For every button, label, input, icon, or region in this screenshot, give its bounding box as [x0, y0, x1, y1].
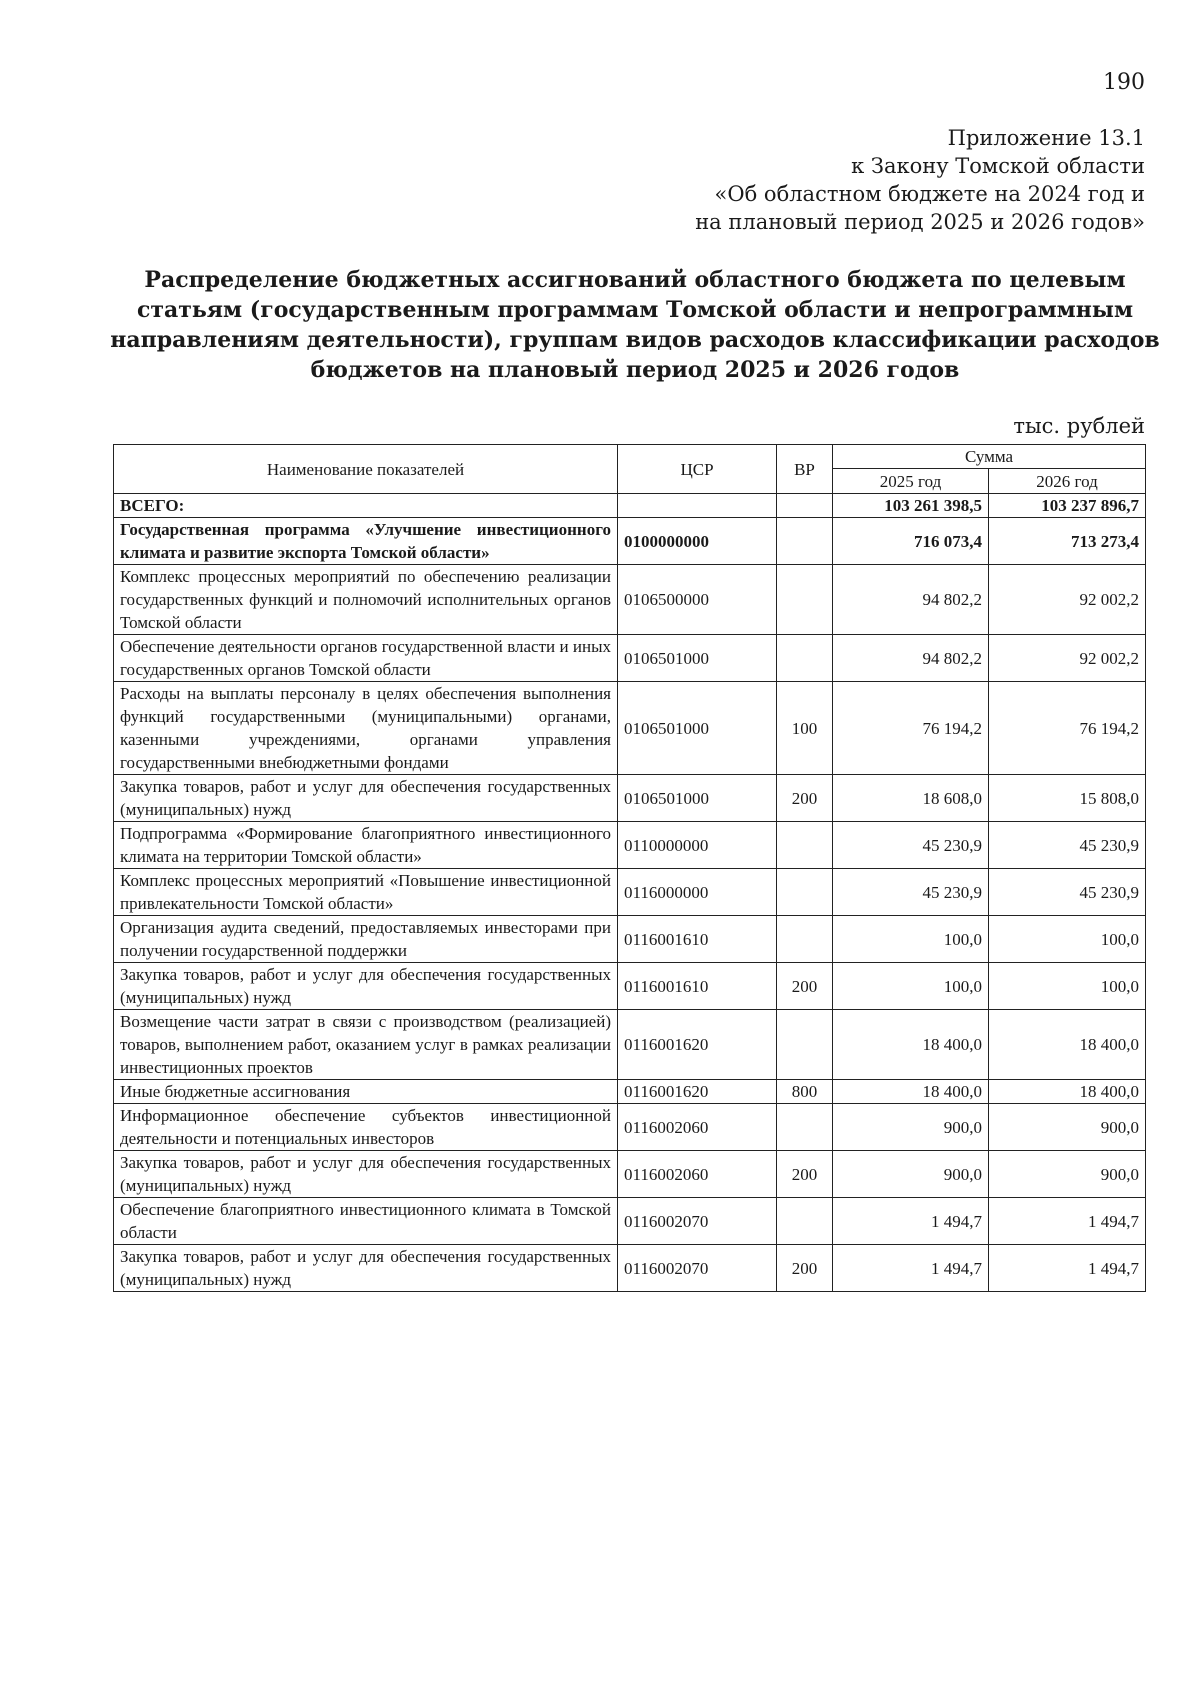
- cell-vr: 200: [777, 775, 833, 822]
- cell-csr: 0110000000: [618, 822, 777, 869]
- cell-2026: 18 400,0: [989, 1010, 1146, 1080]
- header-csr: ЦСР: [618, 445, 777, 494]
- cell-2026: 100,0: [989, 916, 1146, 963]
- cell-name: Комплекс процессных мероприятий по обеспечению реализации государственных функций и полномочий исполнительных органов Томской области: [114, 565, 618, 635]
- header-year-2025: 2025 год: [833, 469, 989, 494]
- cell-2025: 18 400,0: [833, 1080, 989, 1104]
- cell-name: Закупка товаров, работ и услуг для обеспечения государственных (муниципальных) нужд: [114, 963, 618, 1010]
- cell-2025: 45 230,9: [833, 869, 989, 916]
- cell-csr: 0116002060: [618, 1151, 777, 1198]
- cell-name: Комплекс процессных мероприятий «Повышение инвестиционной привлекательности Томской области»: [114, 869, 618, 916]
- cell-2026: 76 194,2: [989, 682, 1146, 775]
- table-row: [114, 1080, 1146, 1104]
- cell-2025: 1 494,7: [833, 1198, 989, 1245]
- table-row: [114, 635, 1146, 682]
- cell-2026: 900,0: [989, 1104, 1146, 1151]
- cell-2025: 94 802,2: [833, 635, 989, 682]
- cell-vr: [777, 518, 833, 565]
- table-row: [114, 1104, 1146, 1151]
- cell-csr: 0100000000: [618, 518, 777, 565]
- appendix-line: Приложение 13.1: [947, 126, 1145, 150]
- cell-name: Закупка товаров, работ и услуг для обеспечения государственных (муниципальных) нужд: [114, 1151, 618, 1198]
- cell-name: Организация аудита сведений, предоставляемых инвесторами при получении государственной поддержки: [114, 916, 618, 963]
- table-row: [114, 518, 1146, 565]
- cell-vr: [777, 822, 833, 869]
- budget-table: [113, 444, 1146, 1292]
- cell-csr: 0106500000: [618, 565, 777, 635]
- cell-name: Информационное обеспечение субъектов инвестиционной деятельности и потенциальных инвесторов: [114, 1104, 618, 1151]
- cell-csr: 0106501000: [618, 775, 777, 822]
- header-name: Наименование показателей: [114, 445, 618, 494]
- cell-name: ВСЕГО:: [114, 494, 618, 518]
- cell-name: Расходы на выплаты персоналу в целях обеспечения выполнения функций государственными (муниципальными) органами, казенными учреждениями, органами управления государственными внебюджетными фондами: [114, 682, 618, 775]
- cell-vr: [777, 635, 833, 682]
- cell-2025: 900,0: [833, 1104, 989, 1151]
- cell-csr: 0116001610: [618, 916, 777, 963]
- cell-2025: 103 261 398,5: [833, 494, 989, 518]
- cell-vr: [777, 1104, 833, 1151]
- table-row: [114, 775, 1146, 822]
- cell-name: Обеспечение деятельности органов государственной власти и иных государственных органов Томской области: [114, 635, 618, 682]
- cell-name: Обеспечение благоприятного инвестиционного климата в Томской области: [114, 1198, 618, 1245]
- cell-name: Возмещение части затрат в связи с производством (реализацией) товаров, выполнением работ, оказанием услуг в рамках реализации инвестиционных проектов: [114, 1010, 618, 1080]
- cell-2025: 1 494,7: [833, 1245, 989, 1292]
- cell-2026: 1 494,7: [989, 1245, 1146, 1292]
- cell-csr: 0116001610: [618, 963, 777, 1010]
- page-number: 190: [1103, 70, 1145, 95]
- cell-2026: 103 237 896,7: [989, 494, 1146, 518]
- cell-vr: [777, 494, 833, 518]
- cell-name: Подпрограмма «Формирование благоприятного инвестиционного климата на территории Томской области»: [114, 822, 618, 869]
- cell-2025: 100,0: [833, 963, 989, 1010]
- header-vr: ВР: [777, 445, 833, 494]
- cell-vr: [777, 916, 833, 963]
- units-label: тыс. рублей: [1013, 414, 1145, 438]
- cell-2026: 15 808,0: [989, 775, 1146, 822]
- cell-2025: 716 073,4: [833, 518, 989, 565]
- cell-2026: 18 400,0: [989, 1080, 1146, 1104]
- table-row: [114, 1245, 1146, 1292]
- cell-vr: [777, 1198, 833, 1245]
- table-row: [114, 822, 1146, 869]
- appendix-line: «Об областном бюджете на 2024 год и: [714, 182, 1145, 206]
- cell-2025: 45 230,9: [833, 822, 989, 869]
- table-row: [114, 494, 1146, 518]
- cell-2026: 45 230,9: [989, 869, 1146, 916]
- cell-2026: 92 002,2: [989, 565, 1146, 635]
- cell-csr: 0116000000: [618, 869, 777, 916]
- cell-vr: 100: [777, 682, 833, 775]
- cell-2025: 94 802,2: [833, 565, 989, 635]
- cell-2025: 900,0: [833, 1151, 989, 1198]
- table-row: [114, 1151, 1146, 1198]
- cell-csr: [618, 494, 777, 518]
- header-sum: Сумма: [833, 445, 1146, 469]
- cell-vr: 200: [777, 1151, 833, 1198]
- cell-csr: 0116001620: [618, 1010, 777, 1080]
- cell-name: Закупка товаров, работ и услуг для обеспечения государственных (муниципальных) нужд: [114, 1245, 618, 1292]
- cell-name: Иные бюджетные ассигнования: [114, 1080, 618, 1104]
- table-row: [114, 682, 1146, 775]
- appendix-reference: [695, 124, 1145, 236]
- cell-csr: 0116002070: [618, 1198, 777, 1245]
- cell-2025: 18 608,0: [833, 775, 989, 822]
- cell-name: Закупка товаров, работ и услуг для обеспечения государственных (муниципальных) нужд: [114, 775, 618, 822]
- cell-vr: 200: [777, 963, 833, 1010]
- cell-2026: 92 002,2: [989, 635, 1146, 682]
- table-row: [114, 869, 1146, 916]
- cell-2026: 713 273,4: [989, 518, 1146, 565]
- table-body: [114, 494, 1146, 1292]
- cell-csr: 0116002070: [618, 1245, 777, 1292]
- cell-csr: 0106501000: [618, 682, 777, 775]
- appendix-line: на плановый период 2025 и 2026 годов»: [695, 210, 1145, 234]
- table-row: [114, 1010, 1146, 1080]
- cell-vr: [777, 869, 833, 916]
- cell-vr: 800: [777, 1080, 833, 1104]
- header-year-2026: 2026 год: [989, 469, 1146, 494]
- cell-2025: 76 194,2: [833, 682, 989, 775]
- cell-2025: 18 400,0: [833, 1010, 989, 1080]
- cell-2026: 100,0: [989, 963, 1146, 1010]
- cell-name: Государственная программа «Улучшение инвестиционного климата и развитие экспорта Томской области»: [114, 518, 618, 565]
- document-title: Распределение бюджетных ассигнований областного бюджета по целевым статьям (государственным программам Томской области и непрограммным направлениям деятельности), группам видов расходов классификации расходов бюджетов на плановый период 2025 и 2026 годов: [110, 267, 1160, 383]
- cell-csr: 0106501000: [618, 635, 777, 682]
- cell-vr: 200: [777, 1245, 833, 1292]
- appendix-line: к Закону Томской области: [851, 154, 1145, 178]
- table-row: [114, 1198, 1146, 1245]
- cell-2026: 45 230,9: [989, 822, 1146, 869]
- table-row: [114, 565, 1146, 635]
- cell-csr: 0116001620: [618, 1080, 777, 1104]
- table-row: [114, 963, 1146, 1010]
- cell-vr: [777, 565, 833, 635]
- cell-2026: 1 494,7: [989, 1198, 1146, 1245]
- cell-2026: 900,0: [989, 1151, 1146, 1198]
- cell-2025: 100,0: [833, 916, 989, 963]
- cell-csr: 0116002060: [618, 1104, 777, 1151]
- table-row: [114, 916, 1146, 963]
- cell-vr: [777, 1010, 833, 1080]
